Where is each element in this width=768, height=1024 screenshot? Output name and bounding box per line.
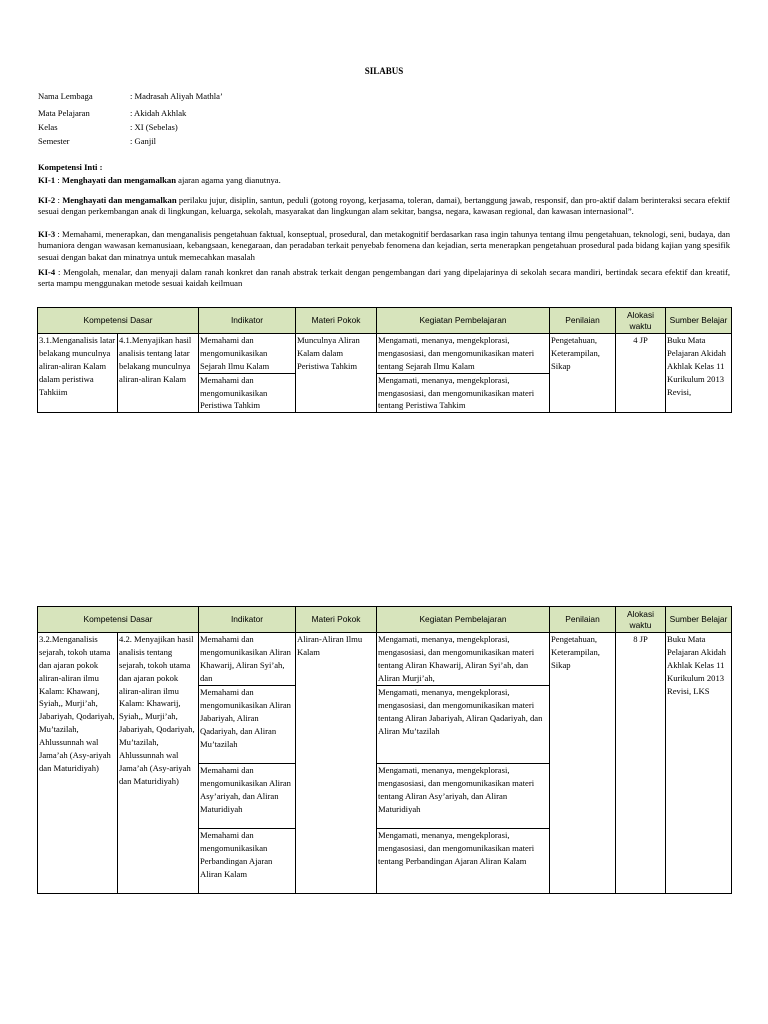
- meta-row-lembaga: [38, 91, 438, 102]
- syllabus-table-1: [37, 307, 732, 413]
- meta-key: Nama Lembaga: [38, 91, 93, 101]
- ki-separator: :: [55, 195, 63, 205]
- document-title: SILABUS: [364, 66, 404, 76]
- header-indikator: Indikator: [199, 607, 296, 633]
- ki-text: : Mengolah, menalar, dan menyaji dalam ranah konkret dan ranah abstrak terkait dengan pengembangan dari yang dipelajarinya di sekolah secara mandiri, bertindak secara efektif dan kreatif, serta mampu menggunakan metode sesuai kaidah keilmuan: [38, 267, 730, 289]
- ki-text: ajaran agama yang dianutnya.: [176, 175, 281, 185]
- header-kompetensi-dasar: Kompetensi Dasar: [38, 308, 199, 334]
- meta-key: Mata Pelajaran: [38, 108, 90, 118]
- header-materi-pokok: Materi Pokok: [296, 607, 377, 633]
- header-penilaian: Penilaian: [550, 607, 616, 633]
- ki-code: KI-4: [38, 267, 56, 277]
- materi-cell: Munculnya Aliran Kalam dalam Peristiwa Tahkim: [296, 334, 377, 413]
- ki-3-paragraph: [38, 229, 730, 263]
- ki-text: : Memahami, menerapkan, dan menganalisis pengetahuan faktual, konseptual, prosedural, dan metakognitif berdasarkan rasa ingin tahunya tentang ilmu pengetahuan, teknologi, seni, budaya, dan humaniora dengan wawasan kemanusiaan, kebangsaan, kenegaraan, dan peradaban terkait penyebab fenomena dan kejadian, serta menerapkan pengetahuan prosedural pada bidang kajian yang spesifik sesuai dengan bakat dan minatnya untuk memecahkan masalah: [38, 229, 730, 262]
- header-materi-pokok: Materi Pokok: [296, 308, 377, 334]
- ki-separator: :: [55, 175, 62, 185]
- ki-emphasis: Menghayati dan mengamalkan: [62, 195, 177, 205]
- meta-value: : Akidah Akhlak: [130, 108, 187, 118]
- header-sumber: Sumber Belajar: [666, 308, 732, 334]
- ki-code: KI-3: [38, 229, 56, 239]
- alokasi-cell: 4 JP: [616, 334, 666, 413]
- kd-3-cell: 3.1.Menganalisis latar belakang munculnya aliran-aliran Kalam dalam peristiwa Tahkiim: [38, 334, 118, 413]
- indikator-cell: Memahami dan mengomunikasikan Aliran Asy’ariyah, dan Aliran Maturidiyah: [199, 764, 296, 829]
- meta-value: : Madrasah Aliyah Mathla’: [130, 91, 223, 101]
- header-sumber: Sumber Belajar: [666, 607, 732, 633]
- kegiatan-cell: Mengamati, menanya, mengekplorasi, mengasosiasi, dan mengomunikasikan materi tentang Aliran Asy’ariyah, dan Aliran Maturidiyah: [377, 764, 550, 829]
- ki-4-paragraph: [38, 267, 730, 290]
- indikator-cell: Memahami dan mengomunikasikan Sejarah Ilmu Kalam: [199, 334, 296, 374]
- meta-row-kelas: [38, 122, 438, 133]
- header-indikator: Indikator: [199, 308, 296, 334]
- header-alokasi: Alokasi waktu: [616, 308, 666, 334]
- kegiatan-cell: Mengamati, menanya, mengekplorasi, mengasosiasi, dan mengomunikasikan materi tentang Sejarah Ilmu Kalam: [377, 334, 550, 374]
- table-row: [38, 633, 732, 686]
- meta-value: : XI (Sebelas): [130, 122, 178, 132]
- meta-row-mapel: [38, 108, 438, 119]
- kd-4-cell: 4.2. Menyajikan hasil analisis tentang sejarah, tokoh utama dan ajaran pokok aliran-aliran ilmu Kalam: Khawarij, Syiah,, Murji’ah, Jabariyah, Qodariyah, Mu’tazilah, Ahlussunnah wal Jama’ah (Asy-ariyah dan Maturidiyah): [118, 633, 199, 894]
- kd-3-cell: 3.2.Menganalisis sejarah, tokoh utama dan ajaran pokok aliran-aliran ilmu Kalam: Khawanj, Syiah,, Murji’ah, Jabariyah, Qodariyah, Mu’tazilah, Ahlussunnah wal Jama’ah (Asy-ariyah dan Maturidiyah): [38, 633, 118, 894]
- syllabus-table-2: [37, 606, 732, 894]
- table-header-row: [38, 308, 732, 334]
- ki-2-paragraph: [38, 195, 730, 218]
- kegiatan-cell: Mengamati, menanya, mengekplorasi, mengasosiasi, dan mengomunikasikan materi tentang Perbandingan Ajaran Aliran Kalam: [377, 829, 550, 894]
- ki-text: perilaku jujur, disiplin, santun, peduli (gotong royong, kerjasama, toleran, damai), bertanggung jawab, responsif, dan pro-aktif dalam berinteraksi secara efektif sesuai dengan perkembangan anak di lingkungan, keluarga, sekolah, masyarakat dan lingkungan alam sekitar, bangsa, negara, kawasan regional, dan kawasan internasional”.: [38, 195, 731, 217]
- kegiatan-cell: Mengamati, menanya, mengekplorasi, mengasosiasi, dan mengomunikasikan materi tentang Aliran Khawarij, Aliran Syi’ah, dan Aliran Murji’ah,: [377, 633, 550, 686]
- indikator-cell: Memahami dan mengomunikasikan Peristiwa Tahkim: [199, 373, 296, 413]
- header-kegiatan: Kegiatan Pembelajaran: [377, 607, 550, 633]
- header-kegiatan: Kegiatan Pembelajaran: [377, 308, 550, 334]
- indikator-cell: Memahami dan mengomunikasikan Perbandingan Ajaran Aliran Kalam: [199, 829, 296, 894]
- meta-value: : Ganjil: [130, 136, 157, 146]
- kd-4-cell: 4.1.Menyajikan hasil analisis tentang latar belakang munculnya aliran-aliran Kalam: [118, 334, 199, 413]
- meta-key: Kelas: [38, 122, 58, 132]
- penilaian-cell: Pengetahuan, Keterampilan, Sikap: [550, 633, 616, 894]
- alokasi-cell: 8 JP: [616, 633, 666, 894]
- indikator-cell: Memahami dan mengomunikasikan Aliran Jabariyah, Aliran Qadariyah, dan Aliran Mu’tazilah: [199, 686, 296, 764]
- ki-code: KI-2: [38, 195, 56, 205]
- header-kompetensi-dasar: Kompetensi Dasar: [38, 607, 199, 633]
- header-penilaian: Penilaian: [550, 308, 616, 334]
- ki-1-paragraph: [38, 175, 730, 186]
- ki-emphasis: Menghayati dan mengamalkan: [61, 175, 176, 185]
- sumber-cell: Buku Mata Pelajaran Akidah Akhlak Kelas 11 Kurikulum 2013 Revisi,: [666, 334, 732, 413]
- materi-cell: Aliran-Aliran Ilmu Kalam: [296, 633, 377, 894]
- kegiatan-cell: Mengamati, menanya, mengekplorasi, mengasosiasi, dan mengomunikasikan materi tentang Aliran Jabariyah, Aliran Qadariyah, dan Aliran Mu’tazilah: [377, 686, 550, 764]
- kegiatan-cell: Mengamati, menanya, mengekplorasi, mengasosiasi, dan mengomunikasikan materi tentang Peristiwa Tahkim: [377, 373, 550, 413]
- header-alokasi: Alokasi waktu: [616, 607, 666, 633]
- ki-code: KI-1: [38, 175, 56, 185]
- table-header-row: [38, 607, 732, 633]
- meta-key: Semester: [38, 136, 70, 146]
- indikator-cell: Memahami dan mengomunikasikan Aliran Khawarij, Aliran Syi’ah, dan: [199, 633, 296, 686]
- meta-row-semester: [38, 136, 438, 147]
- ki-heading: Kompetensi Inti :: [38, 162, 103, 172]
- table-row: [38, 334, 732, 374]
- penilaian-cell: Pengetahuan, Keterampilan, Sikap: [550, 334, 616, 413]
- sumber-cell: Buku Mata Pelajaran Akidah Akhlak Kelas 11 Kurikulum 2013 Revisi, LKS: [666, 633, 732, 894]
